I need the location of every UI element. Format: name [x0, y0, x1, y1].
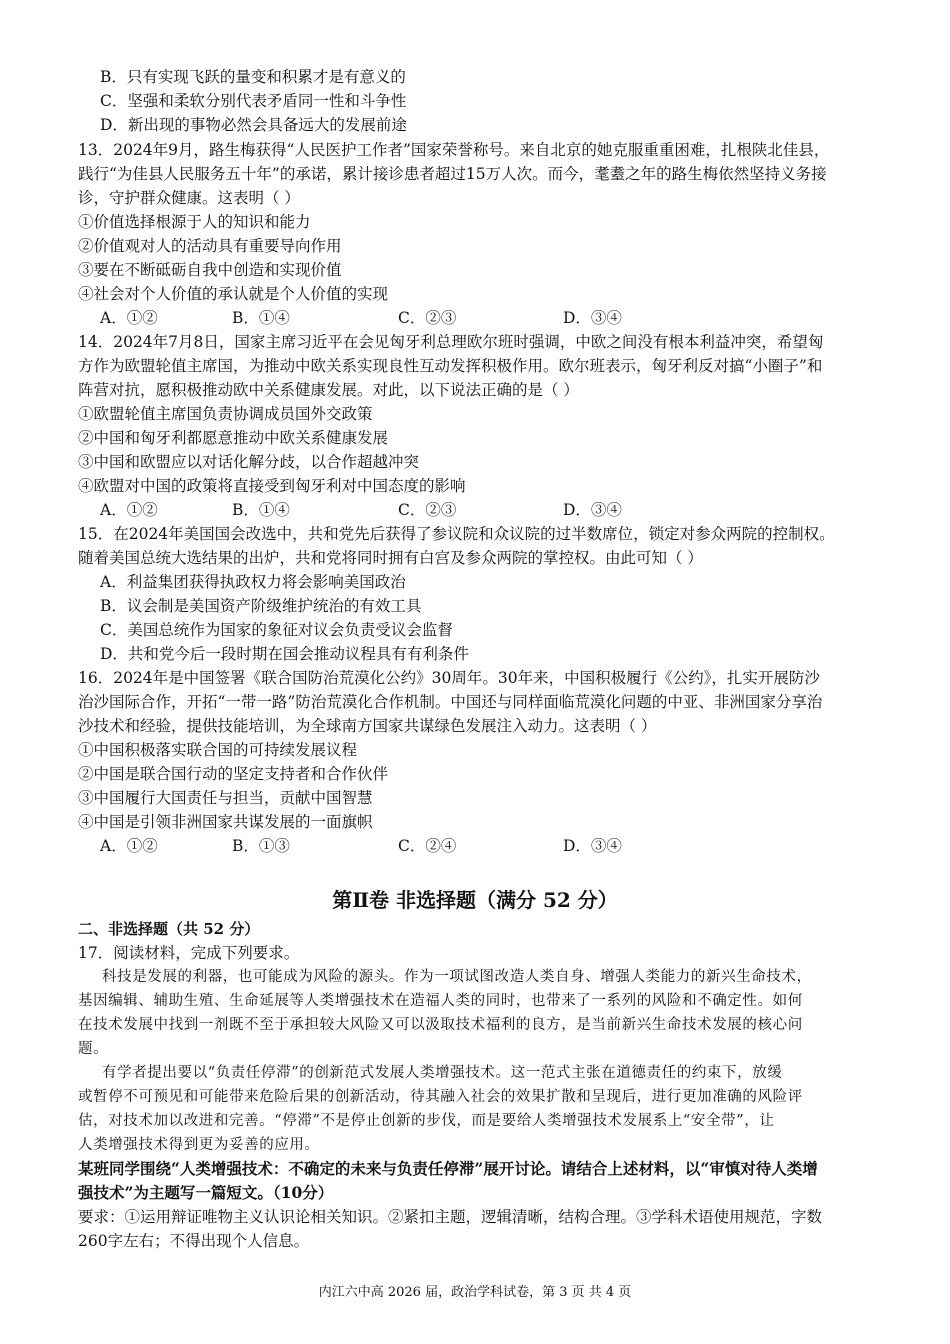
q15-option-a: A．利益集团获得执政权力将会影响美国政治 [100, 573, 406, 591]
q15-option-d: D．共和党今后一段时期在国会推动议程具有有利条件 [100, 645, 469, 663]
q17-material-line: 或暂停不可预见和可能带来危险后果的创新活动，待其融入社会的效果扩散和呈现后，进行更加准确的风险评 [78, 1089, 803, 1105]
q15-option-b: B．议会制是美国资产阶级维护统治的有效工具 [100, 597, 422, 615]
q13-option-c: C．②③ [398, 309, 457, 327]
q14-option-c: C．②③ [398, 501, 457, 519]
q13-stem-line: 践行“为佳县人民服务五十年”的承诺，累计接诊患者超过15万人次。而今，耄耋之年的路生梅依然坚持义务接 [78, 165, 827, 183]
q17-material-line: 有学者提出要以“负责任停滞”的创新范式发展人类增强技术。这一范式主张在道德责任的约束下，放缓 [102, 1065, 783, 1081]
q16-option-a: A．①② [100, 837, 158, 855]
q17-head: 17．阅读材料，完成下列要求。 [78, 944, 300, 962]
q14-option-d: D．③④ [563, 501, 622, 519]
q17-requirement-line: 260字左右；不得出现个人信息。 [78, 1232, 310, 1250]
q16-option-b: B．①③ [232, 837, 290, 855]
q16-item: ④中国是引领非洲国家共谋发展的一面旗帜 [78, 813, 373, 831]
q17-material-line: 科技是发展的利器，也可能成为风险的源头。作为一项试图改造人类自身、增强人类能力的新兴生命技术， [102, 969, 812, 985]
q17-material-line: 人类增强技术得到更为妥善的应用。 [78, 1137, 320, 1153]
q16-item: ③中国履行大国责任与担当，贡献中国智慧 [78, 789, 373, 807]
q13-item: ②价值观对人的活动具有重要导向作用 [78, 237, 342, 255]
q13-stem-line: 诊，守护群众健康。这表明（ ） [78, 189, 300, 207]
q15-stem-line: 随着美国总统大选结果的出炉，共和党将同时拥有白宫及参众两院的掌控权。由此可知（ ） [78, 549, 703, 567]
q17-material-line: 在技术发展中找到一剂既不至于承担较大风险又可以汲取技术福利的良方，是当前新兴生命技术发展的核心问 [78, 1017, 803, 1033]
q12-option-d: D．新出现的事物必然会具备远大的发展前途 [100, 116, 407, 134]
q14-option-a: A．①② [100, 501, 158, 519]
q13-item: ①价值选择根源于人的知识和能力 [78, 213, 311, 231]
q17-material-line: 基因编辑、辅助生殖、生命延展等人类增强技术在造福人类的同时，也带来了一系列的风险和不确定性。如何 [78, 993, 803, 1009]
q14-item: ④欧盟对中国的政策将直接受到匈牙利对中国态度的影响 [78, 477, 466, 495]
q14-item: ②中国和匈牙利都愿意推动中欧关系健康发展 [78, 429, 389, 447]
page-footer: 内江六中高 2026 届，政治学科试卷，第 3 页 共 4 页 [318, 1285, 632, 1300]
q16-item: ②中国是联合国行动的坚定支持者和合作伙伴 [78, 765, 389, 783]
q17-requirement-line: 要求：①运用辩证唯物主义认识论相关知识。②紧扣主题，逻辑清晰，结构合理。③学科术语使用规范，字数 [78, 1208, 823, 1226]
q13-option-a: A．①② [100, 309, 158, 327]
q14-stem-line: 阵营对抗，愿积极推动欧中关系健康发展。对此，以下说法正确的是（ ） [78, 381, 579, 399]
q14-option-b: B．①④ [232, 501, 290, 519]
q14-stem-line: 14．2024年7月8日，国家主席习近平在会见匈牙利总理欧尔班时强调，中欧之间没有根本利益冲突，希望匈 [78, 333, 824, 351]
q17-task-line: 某班同学围绕“人类增强技术：不确定的未来与负责任停滞”展开讨论。请结合上述材料，以“审慎对待人类增 [78, 1159, 818, 1178]
q16-stem-line: 16．2024年是中国签署《联合国防治荒漠化公约》30周年。30年来，中国积极履行《公约》，扎实开展防沙 [78, 669, 820, 687]
q16-stem-line: 沙技术和经验，提供技能培训，为全球南方国家共谋绿色发展注入动力。这表明（ ） [78, 717, 657, 735]
q13-stem-line: 13．2024年9月，路生梅获得“人民医护工作者”国家荣誉称号。来自北京的她克服重重困难，扎根陕北佳县， [78, 141, 830, 159]
q17-material-line: 估，对技术加以改进和完善。“停滞”不是停止创新的步伐，而是要给人类增强技术发展系上“安全带”，让 [78, 1113, 775, 1129]
q13-item: ③要在不断砥砺自我中创造和实现价值 [78, 261, 342, 279]
q16-option-c: C．②④ [398, 837, 457, 855]
q17-task-line: 强技术”为主题写一篇短文。（10分） [78, 1183, 334, 1202]
q17-material-line: 题。 [78, 1041, 109, 1057]
q12-option-b: B．只有实现飞跃的量变和积累才是有意义的 [100, 68, 406, 86]
q16-stem-line: 治沙国际合作，开拓“一带一路”防治荒漠化合作机制。中国还与同样面临荒漠化问题的中亚、非洲国家分享治 [78, 693, 823, 711]
q13-item: ④社会对个人价值的承认就是个人价值的实现 [78, 285, 389, 303]
q12-option-c: C．坚强和柔软分别代表矛盾同一性和斗争性 [100, 92, 407, 110]
q16-item: ①中国积极落实联合国的可持续发展议程 [78, 741, 358, 759]
q14-stem-line: 方作为欧盟轮值主席国，为推动中欧关系实现良性互动发挥积极作用。欧尔班表示，匈牙利反对搞“小圈子”和 [78, 357, 823, 375]
section-title: 第Ⅱ卷 非选择题（满分 52 分） [332, 888, 618, 912]
q15-option-c: C．美国总统作为国家的象征对议会负责受议会监督 [100, 621, 453, 639]
q13-option-d: D．③④ [563, 309, 622, 327]
q14-item: ①欧盟轮值主席国负责协调成员国外交政策 [78, 405, 373, 423]
q14-item: ③中国和欧盟应以对话化解分歧，以合作超越冲突 [78, 453, 420, 471]
q13-option-b: B．①④ [232, 309, 290, 327]
q15-stem-line: 15．在2024年美国国会改选中，共和党先后获得了参议院和众议院的过半数席位，锁定对参众两院的控制权。 [78, 525, 835, 543]
q16-option-d: D．③④ [563, 837, 622, 855]
section-subtitle: 二、非选择题（共 52 分） [78, 920, 260, 938]
